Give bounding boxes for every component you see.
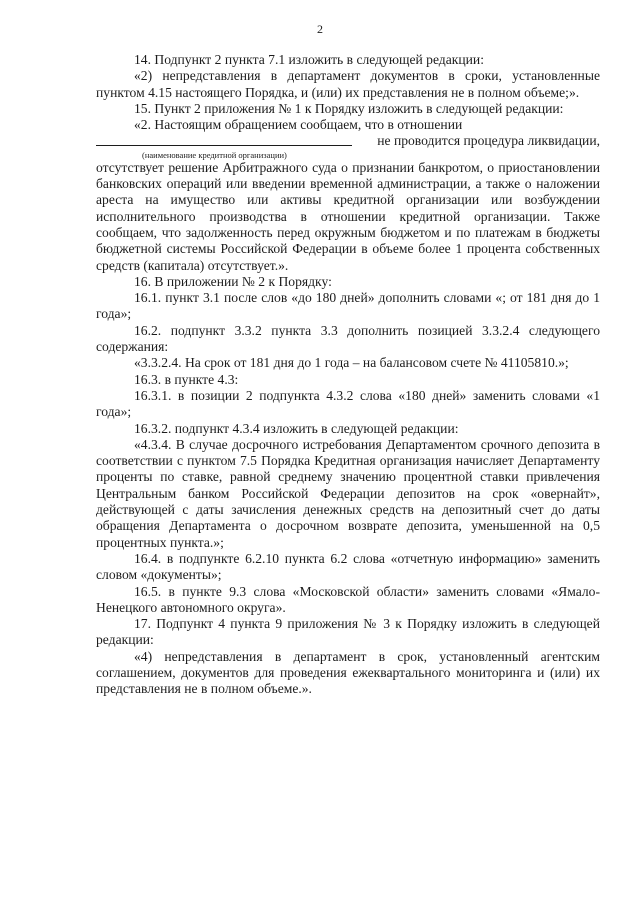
org-line-caption: (наименование кредитной организации) <box>142 149 287 160</box>
paragraph-3-3-2-4: «3.3.2.4. На срок от 181 дня до 1 года – на балансовом счете № 41105810.»; <box>134 355 569 371</box>
page-number: 2 <box>317 22 323 36</box>
paragraph-15-text: «2. Настоящим обращением сообщаем, что в отношении <box>134 117 463 133</box>
paragraph-14-text: «2) непредставления в департамент документов в сроки, установленные пунктом 4.15 настоящего Порядка, и (или) их представления не в полном объеме;». <box>96 68 600 100</box>
paragraph-15-continued: отсутствует решение Арбитражного суда о признании банкротом, о приостановлении банковских операций или введении временной администрации, а также о наложении ареста на имущество или активы кредитной организации или возбуждении исполнительного производства в отношении кредитной организации. Также сообщаем, что задолженность перед окружным бюджетом и по платежам в бюджеты бюджетной системы Российской Федерации в объеме более 1 процента собственных средств (капитала) отсутствует.». <box>96 159 600 273</box>
organization-name-blank-line <box>96 133 600 149</box>
org-line-tail: не проводится процедура ликвидации, <box>377 133 600 149</box>
paragraph-16: 16. В приложении № 2 к Порядку: <box>134 273 332 289</box>
paragraph-17-text: «4) непредставления в департамент в срок, установленный агентским соглашением, документов для проведения ежеквартального мониторинга и (или) их представления не в полном объеме.». <box>96 648 600 697</box>
paragraph-16-5: 16.5. в пункте 9.3 слова «Московской области» заменить словами «Ямало-Ненецкого автономного округа». <box>96 583 600 615</box>
paragraph-16-1: 16.1. пункт 3.1 после слов «до 180 дней» дополнить словами «; от 181 дня до 1 года»; <box>96 290 600 322</box>
paragraph-16-3-1: 16.3.1. в позиции 2 подпункта 4.3.2 слова «180 дней» заменить словами «1 года»; <box>96 387 600 420</box>
fill-in-underline <box>96 145 352 146</box>
paragraph-16-3: 16.3. в пункте 4.3: <box>134 371 239 387</box>
paragraph-16-4: 16.4. в подпункте 6.2.10 пункта 6.2 слова «отчетную информацию» заменить словом «документы»; <box>96 550 600 583</box>
paragraph-17: 17. Подпункт 4 пункта 9 приложения № 3 к Порядку изложить в следующей редакции: <box>96 616 600 648</box>
paragraph-16-3-2: 16.3.2. подпункт 4.3.4 изложить в следующей редакции: <box>134 420 459 436</box>
paragraph-4-3-4: «4.3.4. В случае досрочного истребования Департаментом срочного депозита в соответствии с пунктом 7.5 Порядка Кредитная организация начисляет Департаменту проценты по ставке, равной среднему значению процентной ставки привлечения Центральным банком Российской Федерации депозитов на срок «овернайт», действующей с даты зачисления денежных средств на депозитный счет до даты обращения Департамента о досрочном возврате депозита, уменьшенной на 0,5 процентных пункта.»; <box>96 436 600 550</box>
paragraph-16-2: 16.2. подпункт 3.3.2 пункта 3.3 дополнить позицией 3.3.2.4 следующего содержания: <box>96 322 600 355</box>
paragraph-14: 14. Подпункт 2 пункта 7.1 изложить в следующей редакции: <box>134 52 484 67</box>
document-body <box>96 52 600 698</box>
paragraph-15: 15. Пункт 2 приложения № 1 к Порядку изложить в следующей редакции: <box>134 100 564 116</box>
